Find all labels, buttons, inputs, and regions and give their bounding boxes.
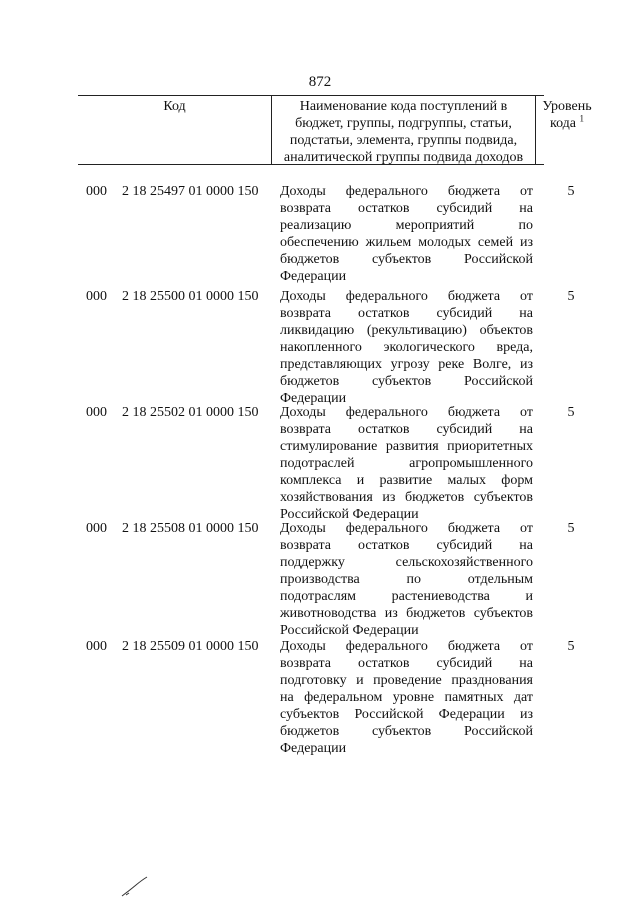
code-level: 5	[567, 405, 575, 420]
revenue-name-line: Доходы федерального бюджета от	[280, 405, 533, 420]
revenue-name-line: Доходы федерального бюджета от	[280, 289, 533, 304]
revenue-name-line: хозяйствования из бюджетов субъектов	[280, 490, 533, 505]
revenue-name-line: возврата остатков субсидий на	[280, 201, 533, 216]
code-level: 5	[567, 521, 575, 536]
revenue-name-line: бюджетов субъектов Российской	[280, 724, 533, 739]
revenue-code: 2 18 25502 01 0000 150	[122, 405, 259, 420]
admin-code: 000	[86, 521, 107, 536]
revenue-name	[280, 638, 533, 757]
revenue-name	[280, 520, 533, 639]
revenue-name-line: Федерации	[280, 741, 347, 756]
header-level-word: кода	[549, 116, 577, 131]
header-name-line: Наименование кода поступлений в	[299, 99, 508, 114]
header-level	[536, 98, 598, 132]
revenue-name-line: представляющих угрозу реке Волге, из	[280, 357, 533, 372]
revenue-name-line: Доходы федерального бюджета от	[280, 639, 533, 654]
code-level: 5	[567, 639, 575, 654]
revenue-name-line: Доходы федерального бюджета от	[280, 521, 533, 536]
page-number: 872	[308, 74, 332, 90]
header-name-line: подстатьи, элемента, группы подвида,	[289, 133, 518, 148]
table-header	[78, 95, 592, 165]
revenue-name-line: стимулирование развития приоритетных	[280, 439, 533, 454]
revenue-name-line: Доходы федерального бюджета от	[280, 184, 533, 199]
revenue-code: 2 18 25497 01 0000 150	[122, 184, 259, 199]
revenue-name	[280, 404, 533, 523]
code-level: 5	[567, 289, 575, 304]
revenue-name-line: комплекса и развитие малых форм	[280, 473, 533, 488]
revenue-name-line: субъектов Российской Федерации из	[280, 707, 533, 722]
revenue-code: 2 18 25500 01 0000 150	[122, 289, 259, 304]
revenue-name-line: подотраслей агропромышленного	[280, 456, 533, 471]
revenue-name-line: Российской Федерации	[280, 623, 419, 638]
admin-code: 000	[86, 184, 107, 199]
revenue-name-line: накопленного экологического вреда,	[280, 340, 533, 355]
revenue-name	[280, 183, 533, 285]
revenue-name-line: Федерации	[280, 269, 347, 284]
header-name	[272, 98, 535, 166]
revenue-name-line: ликвидацию (рекультивацию) объектов	[280, 323, 533, 338]
revenue-name-line: подготовку и проведение празднования	[280, 673, 533, 688]
revenue-name-line: подотраслям растениеводства и	[280, 589, 533, 604]
revenue-name-line: бюджетов субъектов Российской	[280, 374, 533, 389]
revenue-name-line: на федеральном уровне памятных дат	[280, 690, 533, 705]
header-level-line2	[536, 115, 598, 132]
revenue-name-line: возврата остатков субсидий на	[280, 306, 533, 321]
revenue-name-line: обеспечению жильем молодых семей из	[280, 235, 533, 250]
code-level: 5	[567, 184, 575, 199]
revenue-name-line: Федерации	[280, 391, 347, 406]
revenue-name-line: животноводства из бюджетов субъектов	[280, 606, 533, 621]
header-name-line: бюджет, группы, подгруппы, статьи,	[295, 116, 512, 131]
pen-mark-icon	[120, 876, 150, 898]
revenue-name-line: реализацию мероприятий по	[280, 218, 533, 233]
header-level-line: Уровень	[542, 99, 592, 114]
revenue-name-line: Российской Федерации	[280, 507, 419, 522]
admin-code: 000	[86, 639, 107, 654]
footnote-marker: 1	[579, 113, 585, 124]
revenue-name-line: бюджетов субъектов Российской	[280, 252, 533, 267]
revenue-name-line: производства по отдельным	[280, 572, 533, 587]
revenue-code: 2 18 25509 01 0000 150	[122, 639, 259, 654]
revenue-code: 2 18 25508 01 0000 150	[122, 521, 259, 536]
header-name-line: аналитической группы подвида доходов	[283, 150, 524, 165]
revenue-name-line: поддержку сельскохозяйственного	[280, 555, 533, 570]
revenue-name-line: возврата остатков субсидий на	[280, 538, 533, 553]
revenue-name-line: возврата остатков субсидий на	[280, 656, 533, 671]
revenue-name-line: возврата остатков субсидий на	[280, 422, 533, 437]
admin-code: 000	[86, 405, 107, 420]
revenue-name	[280, 288, 533, 407]
admin-code: 000	[86, 289, 107, 304]
header-code: Код	[163, 99, 186, 114]
